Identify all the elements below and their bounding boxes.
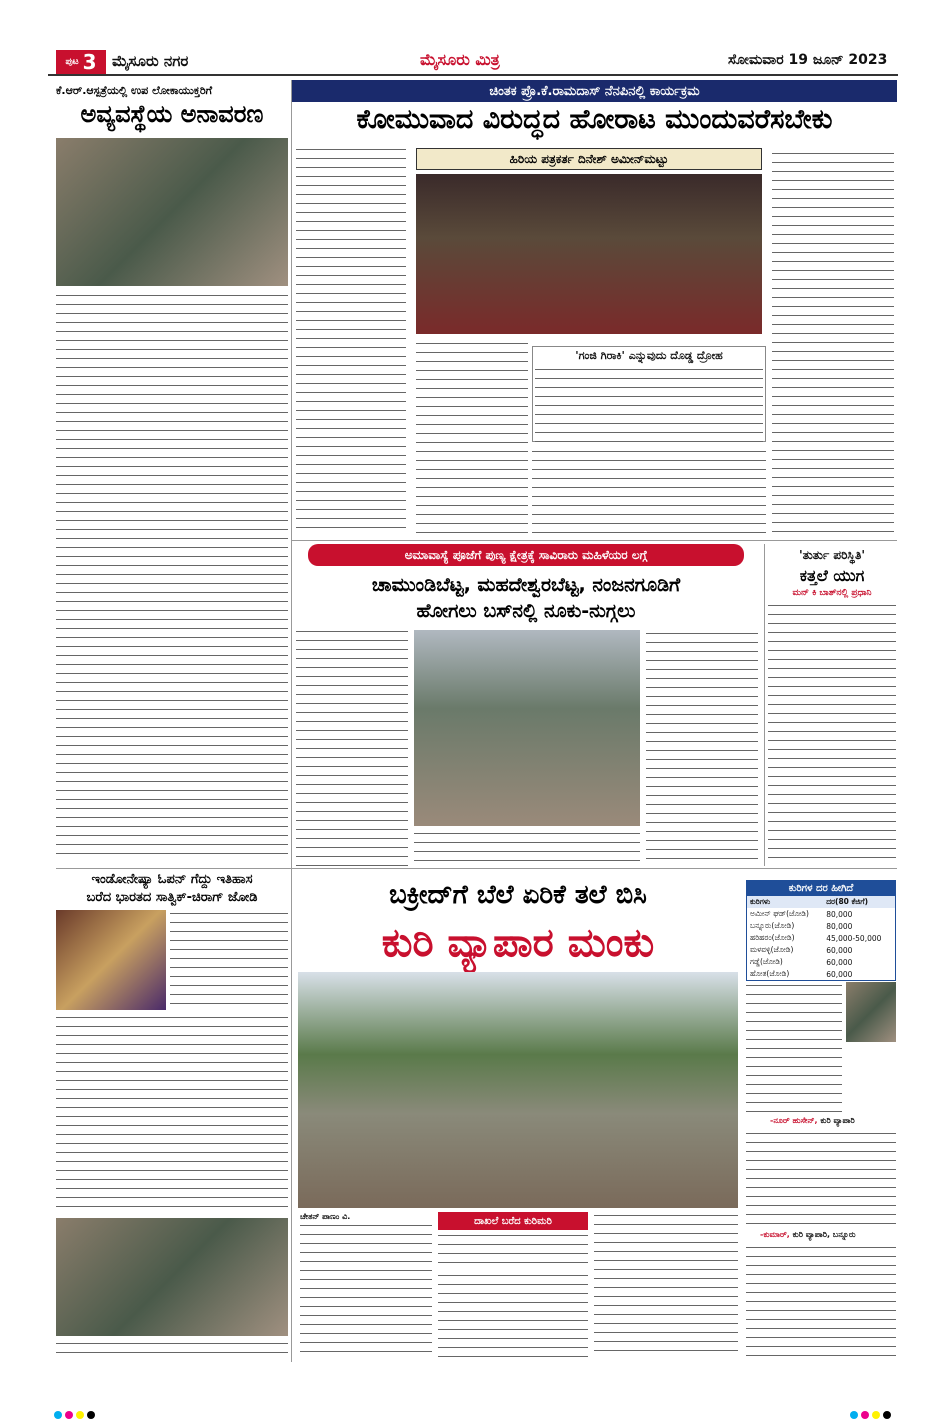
ramadas-quote-text [535, 366, 763, 442]
bakrid-col-4 [746, 1244, 896, 1358]
price-row-name: ಗಡ್ಡೆ(ಜೋಡಿ) [750, 957, 783, 966]
bakrid-side-box-title: ದಾಖಲೆ ಬರೆದ ಕುರಿಮರಿ [438, 1212, 588, 1230]
price-row-name: ಹೋತ(ಜೋಡಿ) [750, 969, 790, 978]
column-divider [764, 544, 765, 866]
krs-kicker: ಕೆ.ಆರ್.ಆಸ್ಪತ್ರೆಯಲ್ಲಿ ಉಪ ಲೋಕಾಯುಕ್ತರಿಗೆ [56, 84, 213, 97]
emergency-headline: ಕತ್ತಲೆ ಯುಗ [799, 566, 865, 585]
price-table-col-1: ಕುರಿಗಳು [750, 897, 771, 906]
ramadas-col-4 [772, 150, 894, 536]
price-row [747, 908, 895, 920]
issue-date: ಸೋಮವಾರ 19 ಜೂನ್ 2023 [728, 52, 888, 68]
price-row-name: ಅಮೀನ್ ಘಡ್(ಜೋಡಿ) [750, 909, 809, 918]
felicitation-photo [56, 1218, 288, 1336]
bakrid-kicker: ಬಕ್ರೀದ್‌ಗೆ ಬೆಲೆ ಏರಿಕೆ ತಲೆ ಬಿಸಿ [389, 880, 647, 910]
registration-marks [850, 1404, 894, 1423]
price-table [746, 880, 896, 981]
price-row [747, 956, 895, 968]
badminton-headline-1: ಇಂಡೋನೇಷ್ಯಾ ಓಪನ್ ಗೆದ್ದು ಇತಿಹಾಸ [91, 872, 253, 887]
bakrid-col-1 [300, 1222, 432, 1358]
badminton-col-1 [170, 910, 288, 1010]
price-table-title: ಕುರಿಗಳ ದರ ಹೀಗಿದೆ [747, 881, 895, 896]
price-row-value: 80,000 [826, 909, 853, 919]
trader-quote-1 [746, 982, 842, 1112]
price-row-value: 60,000 [826, 957, 853, 967]
felicitation-caption [56, 1340, 288, 1358]
quote-2-role: ಕುರಿ ವ್ಯಾಪಾರಿ, ಬನ್ನೂರು [792, 1230, 856, 1239]
row-divider [292, 540, 897, 541]
price-row [747, 920, 895, 932]
chamundi-col-3 [414, 830, 640, 866]
chamundi-headline-1: ಚಾಮುಂಡಿಬೆಟ್ಟ, ಮಹದೇಶ್ವರಬೆಟ್ಟ, ನಂಜನಗೂಡಿಗೆ [371, 574, 681, 596]
badminton-photo [56, 910, 166, 1010]
price-row [747, 968, 895, 980]
badminton-body [56, 1014, 288, 1214]
price-row [747, 932, 895, 944]
page-number: 3 [82, 50, 97, 74]
price-row-name: ಮಳವಳ್ಳಿ(ಜೋಡಿ) [750, 945, 794, 954]
bakrid-col-2 [438, 1272, 588, 1358]
ramadas-col-1 [296, 146, 406, 536]
section-title: ಮೈಸೂರು ನಗರ [112, 52, 189, 70]
chamundi-col-2 [646, 630, 758, 866]
trader-quote-2-author [760, 1230, 896, 1240]
ramadas-subhead: ಹಿರಿಯ ಪತ್ರಕರ್ತ ದಿನೇಶ್ ಅಮೀನ್‌ಮಟ್ಟು [416, 148, 762, 170]
ramadas-quote: 'ಗಂಜಿ ಗಿರಾಕಿ' ಎನ್ನುವುದು ದೊಡ್ಡ ದ್ರೋಹ [575, 349, 723, 362]
masthead: ಮೈಸೂರು ಮಿತ್ರ [420, 50, 500, 69]
price-table-col-2: ದರ(80 ಕೆಜಿಗೆ) [826, 897, 868, 906]
bakrid-byline: ಚೇತನ್ ಪಾಣಂ ವಿ. [300, 1212, 351, 1221]
quote-1-role: ಕುರಿ ವ್ಯಾಪಾರಿ [820, 1116, 855, 1125]
badminton-headline-2: ಬರೆದ ಭಾರತದ ಸಾತ್ವಿಕ್-ಚಿರಾಗ್ ಜೋಡಿ [86, 890, 258, 905]
trader-quote-2 [746, 1130, 896, 1226]
emergency-body [768, 602, 896, 866]
ramadas-col-2 [416, 340, 528, 536]
price-row-value: 80,000 [826, 921, 853, 931]
page-label: ಪುಟ [65, 57, 79, 67]
ramadas-headline: ಕೋಮುವಾದ ವಿರುದ್ಧದ ಹೋರಾಟ ಮುಂದುವರೆಸಬೇಕು [356, 104, 833, 135]
price-row-name: ಬನ್ನೂರು(ಜೋಡಿ) [750, 921, 795, 930]
page-number-badge [56, 50, 106, 74]
krs-photo [56, 138, 288, 286]
quote-1-author: -ನೂರ್ ಹುಸೇನ್, [770, 1116, 818, 1125]
krs-headline: ಅವ್ಯವಸ್ಥೆಯ ಅನಾವರಣ [80, 100, 264, 128]
bakrid-market-photo [298, 972, 738, 1208]
registration-marks [54, 1404, 98, 1423]
bakrid-col-3 [594, 1212, 738, 1358]
bakrid-side-box-body [438, 1232, 588, 1268]
chamundi-col-1 [296, 628, 408, 866]
ramadas-banner: ಚಿಂತಕ ಪ್ರೊ.ಕೆ.ರಾಮದಾಸ್ ನೆನಪಿನಲ್ಲಿ ಕಾರ್ಯಕ್ರಮ [292, 80, 897, 102]
chamundi-bus-photo [414, 630, 640, 826]
trader-portrait [846, 982, 896, 1042]
price-row-name: ಹರಿಹರಂ(ಜೋಡಿ) [750, 933, 795, 942]
ramadas-col-3 [532, 448, 766, 536]
column-divider [291, 80, 292, 1362]
ramadas-quote-box [532, 346, 766, 442]
emergency-byline: ಮನ್ ಕಿ ಬಾತ್‌ನಲ್ಲಿ ಪ್ರಧಾನಿ [792, 588, 872, 598]
price-row-value: 60,000 [826, 969, 853, 979]
price-row [747, 944, 895, 956]
row-divider [56, 868, 897, 869]
chamundi-headline-2: ಹೋಗಲು ಬಸ್‌ನಲ್ಲಿ ನೂಕು-ನುಗ್ಗಲು [416, 600, 636, 622]
ramadas-stage-photo [416, 174, 762, 334]
price-row-value: 60,000 [826, 945, 853, 955]
emergency-kicker: 'ತುರ್ತು ಪರಿಸ್ಥಿತಿ' [798, 548, 866, 562]
trader-quote-1-author [770, 1116, 896, 1126]
chamundi-banner: ಅಮಾವಾಸ್ಯೆ ಪೂಜೆಗೆ ಪುಣ್ಯ ಕ್ಷೇತ್ರಕ್ಕೆ ಸಾವಿರಾರು ಮಹಿಳೆಯರ ಲಗ್ಗೆ [308, 544, 744, 566]
krs-body-text [56, 292, 288, 862]
bakrid-headline: ಕುರಿ ವ್ಯಾಪಾರ ಮಂಕು [381, 920, 655, 966]
price-row-value: 45,000-50,000 [826, 933, 882, 943]
quote-2-author: -ಕುಮಾರ್, [760, 1230, 790, 1239]
